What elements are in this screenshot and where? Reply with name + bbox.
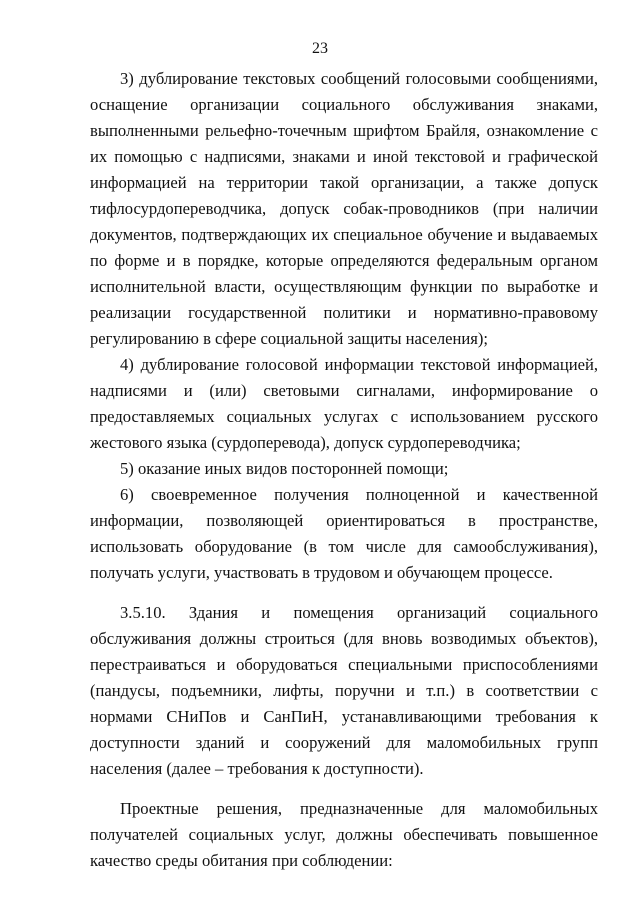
document-body xyxy=(90,66,598,874)
paragraph-section-3-5-10: 3.5.10. Здания и помещения организаций социального обслуживания должны строиться (для вновь возводимых объектов), перестраиваться и оборудоваться специальными приспособлениями (пандусы, подъемники, лифты, поручни и т.п.) в соответствии с нормами СНиПов и СанПиН, устанавливающими требования к доступности зданий и сооружений для маломобильных групп населения (далее – требования к доступности). xyxy=(90,603,598,778)
paragraph-item-4: 4) дублирование голосовой информации текстовой информацией, надписями и (или) световыми сигналами, информирование о предоставляемых социальных услугах с использованием русского жестового языка (сурдоперевода), допуск сурдопереводчика; xyxy=(90,355,598,452)
paragraph-item-6: 6) своевременное получения полноценной и качественной информации, позволяющей ориентироваться в пространстве, использовать оборудование (в том числе для самообслуживания), получать услуги, участвовать в трудовом и обучающем процессе. xyxy=(90,485,598,582)
page-number: 23 xyxy=(312,40,328,57)
paragraph-design-solutions: Проектные решения, предназначенные для маломобильных получателей социальных услуг, должны обеспечивать повышенное качество среды обитания при соблюдении: xyxy=(90,799,598,870)
paragraph-item-3: 3) дублирование текстовых сообщений голосовыми сообщениями, оснащение организации социального обслуживания знаками, выполненными рельефно-точечным шрифтом Брайля, ознакомление с их помощью с надписями, знаками и иной текстовой и графической информацией на территории такой организации, а также допуск тифлосурдопереводчика, допуск собак-проводников (при наличии документов, подтверждающих их специальное обучение и выдаваемых по форме и в порядке, которые определяются федеральным органом исполнительной власти, осуществляющим функции по выработке и реализации государственной политики и нормативно-правовому регулированию в сфере социальной защиты населения); xyxy=(90,69,598,348)
paragraph-item-5: 5) оказание иных видов посторонней помощи; xyxy=(120,459,449,478)
